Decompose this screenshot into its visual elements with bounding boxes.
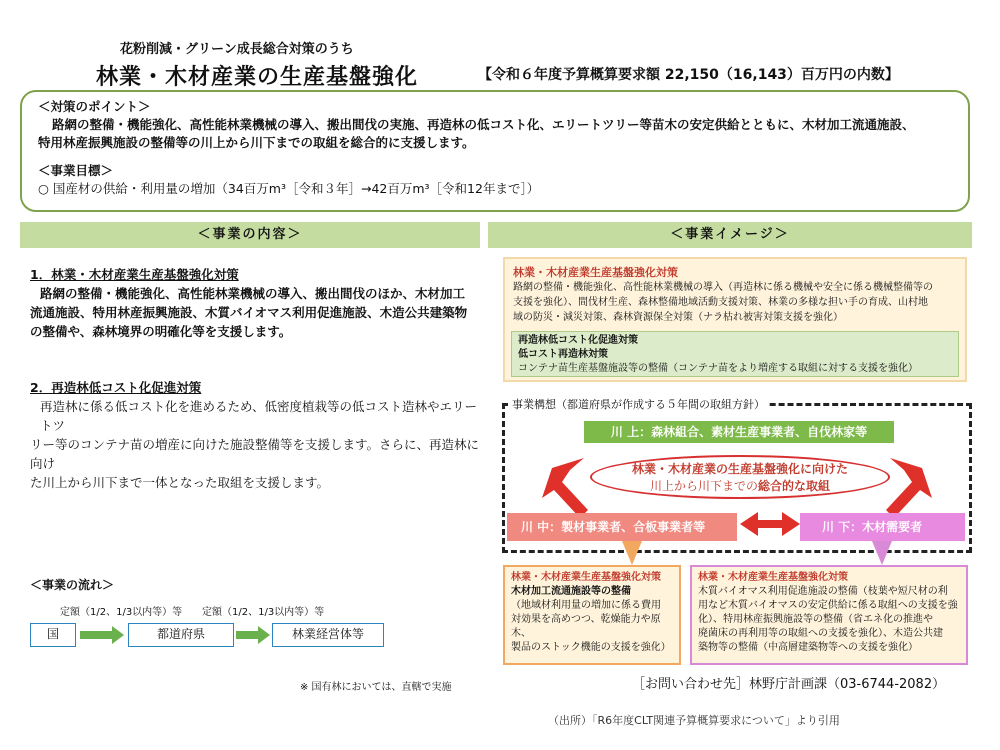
page-title: 林業・木材産業の生産基盤強化 — [96, 65, 419, 90]
integrated-approach-ellipse — [590, 455, 890, 499]
section-1-line: 路網の整備・機能強化、高性能林業機械の導入、搬出間伐のほか、木材加工 — [40, 286, 466, 301]
midstream-measures-line: （地域材利用量の増加に係る費用 — [511, 600, 661, 611]
section-1-title: 1．林業・木材産業生産基盤強化対策 — [30, 267, 239, 282]
source-citation: （出所）「R6年度CLT関連予算概算要求について」より引用 — [548, 714, 840, 727]
section-1 — [30, 265, 480, 341]
reforestation-title: 再造林低コスト化促進対策 — [518, 335, 638, 346]
midstream-measures-line: 製品のストック機能の支援を強化） — [511, 642, 671, 653]
top-measures-box — [503, 257, 967, 382]
flow-note-1: 定額（1/2、1/3以内等）等 — [60, 607, 183, 618]
flow-arrow-icon — [80, 626, 124, 644]
midstream-box: 川 中：製材事業者、合板事業者等 — [507, 513, 737, 541]
content-bar-label: ＜事業の内容＞ — [197, 227, 303, 242]
image-bar-label: ＜事業イメージ＞ — [670, 227, 790, 242]
national-forest-note: ※ 国有林においては、直轄で実施 — [300, 682, 452, 693]
downstream-measures-box — [690, 565, 968, 665]
midstream-measures-title: 林業・木材産業生産基盤強化対策 — [511, 572, 661, 583]
arrow-right-diagonal — [886, 458, 932, 518]
reforestation-line: 低コスト再造林対策 — [518, 349, 608, 360]
ellipse-line-2b: 総合的な取組 — [758, 479, 831, 493]
downstream-box: 川 下：木材需要者 — [800, 513, 965, 541]
midstream-pointer — [622, 541, 642, 565]
downstream-measures-line: 廃菌床の再利用等の取組への支援を強化）、木造公共建 — [698, 628, 943, 639]
points-heading: ＜対策のポイント＞ — [38, 99, 151, 114]
downstream-pointer — [872, 541, 892, 565]
arrow-left-diagonal — [542, 458, 588, 518]
points-box — [20, 90, 970, 212]
downstream-measures-line: 築物等の整備（中高層建築物等への支援を強化） — [698, 642, 918, 653]
section-2-title: 2．再造林低コスト化促進対策 — [30, 380, 202, 395]
ellipse-line-2a: 川上から川下までの — [649, 479, 758, 493]
goal-heading: ＜事業目標＞ — [38, 163, 114, 178]
flow-note-2: 定額（1/2、1/3以内等）等 — [202, 607, 325, 618]
flow-node-national: 国 — [30, 623, 76, 647]
top-measures-line: 路網の整備・機能強化、高性能林業機械の導入（再造林に係る機械や安全に係る機械整備等の — [513, 282, 933, 293]
upstream-box: 川 上：森林組合、素材生産事業者、自伐林家等 — [584, 421, 894, 443]
budget-text: 【令和６年度予算概算要求額 22,150（16,143）百万円の内数】 — [478, 67, 899, 83]
downstream-measures-line: 化）、特用林産振興施設等の整備（省エネ化の推進や — [698, 614, 933, 625]
flow-arrows-row — [76, 623, 386, 647]
section-2-line: 再造林に係る低コスト化を進めるため、低密度植栽等の低コスト造林やエリートツ — [40, 399, 478, 433]
pointer-triangles — [560, 541, 960, 567]
top-measures-line: 支援を強化）、間伐材生産、森林整備地域活動支援対策、林業の多様な担い手の育成、山村地 — [513, 297, 928, 308]
section-1-line: の整備や、森林境界の明確化等を支援します。 — [30, 324, 292, 339]
midstream-measures-box — [503, 565, 681, 665]
reforestation-line: コンテナ苗生産基盤施設等の整備（コンテナ苗をより増産する取組に対する支援を強化） — [518, 363, 918, 374]
image-bar — [488, 222, 972, 248]
midstream-measures-line: 対効果を高めつつ、乾燥能力や原木、 — [511, 614, 661, 639]
downstream-measures-line: 用など木質バイオマスの安定供給に係る取組への支援を強 — [698, 600, 958, 611]
section-2-line: た川上から川下まで一体となった取組を支援します。 — [30, 475, 330, 490]
contact-info: ［お問い合わせ先］林野庁計画課（03-6744-2082） — [632, 677, 946, 692]
ellipse-line-1: 林業・木材産業の生産基盤強化に向けた — [631, 462, 848, 476]
top-measures-title: 林業・木材産業生産基盤強化対策 — [513, 266, 678, 279]
plan-label: 事業構想（都道府県が作成する５年間の取組方針） — [512, 398, 765, 411]
content-bar — [20, 222, 480, 248]
reforestation-box — [511, 331, 959, 377]
flow-node-prefecture: 都道府県 — [128, 623, 234, 647]
midstream-measures-line: 木材加工流通施設等の整備 — [511, 586, 631, 597]
downstream-measures-line: 木質バイオマス利用促進施設の整備（枝葉や短尺材の利 — [698, 586, 948, 597]
points-text-2: 特用林産振興施設の整備等の川上から川下までの取組を総合的に支援します。 — [38, 135, 475, 150]
flow-node-forestry-operators: 林業経営体等 — [272, 623, 384, 647]
page-subtitle: 花粉削減・グリーン成長総合対策のうち — [120, 42, 354, 57]
goal-text: ○ 国産材の供給・利用量の増加（34百万m³［令和３年］→42百万m³［令和12年まで］） — [38, 181, 540, 196]
points-text-1: 路網の整備・機能強化、高性能林業機械の導入、搬出間伐の実施、再造林の低コスト化、エリートツリー等苗木の安定供給とともに、木材加工流通施設、 — [52, 117, 915, 132]
downstream-measures-title: 林業・木材産業生産基盤強化対策 — [698, 572, 848, 583]
arrow-horizontal — [740, 512, 800, 536]
section-1-line: 流通施設、特用林産振興施設、木質バイオマス利用促進施設、木造公共建築物 — [30, 305, 468, 320]
section-2 — [30, 378, 480, 492]
flow-title: ＜事業の流れ＞ — [30, 578, 115, 592]
top-measures-line: 域の防災・減災対策、森林資源保全対策（ナラ枯れ被害対策支援を強化） — [513, 312, 843, 323]
section-2-line: リー等のコンテナ苗の増産に向けた施設整備等を支援します。さらに、再造林に向け — [30, 437, 480, 471]
flow-arrow-icon — [236, 626, 270, 644]
